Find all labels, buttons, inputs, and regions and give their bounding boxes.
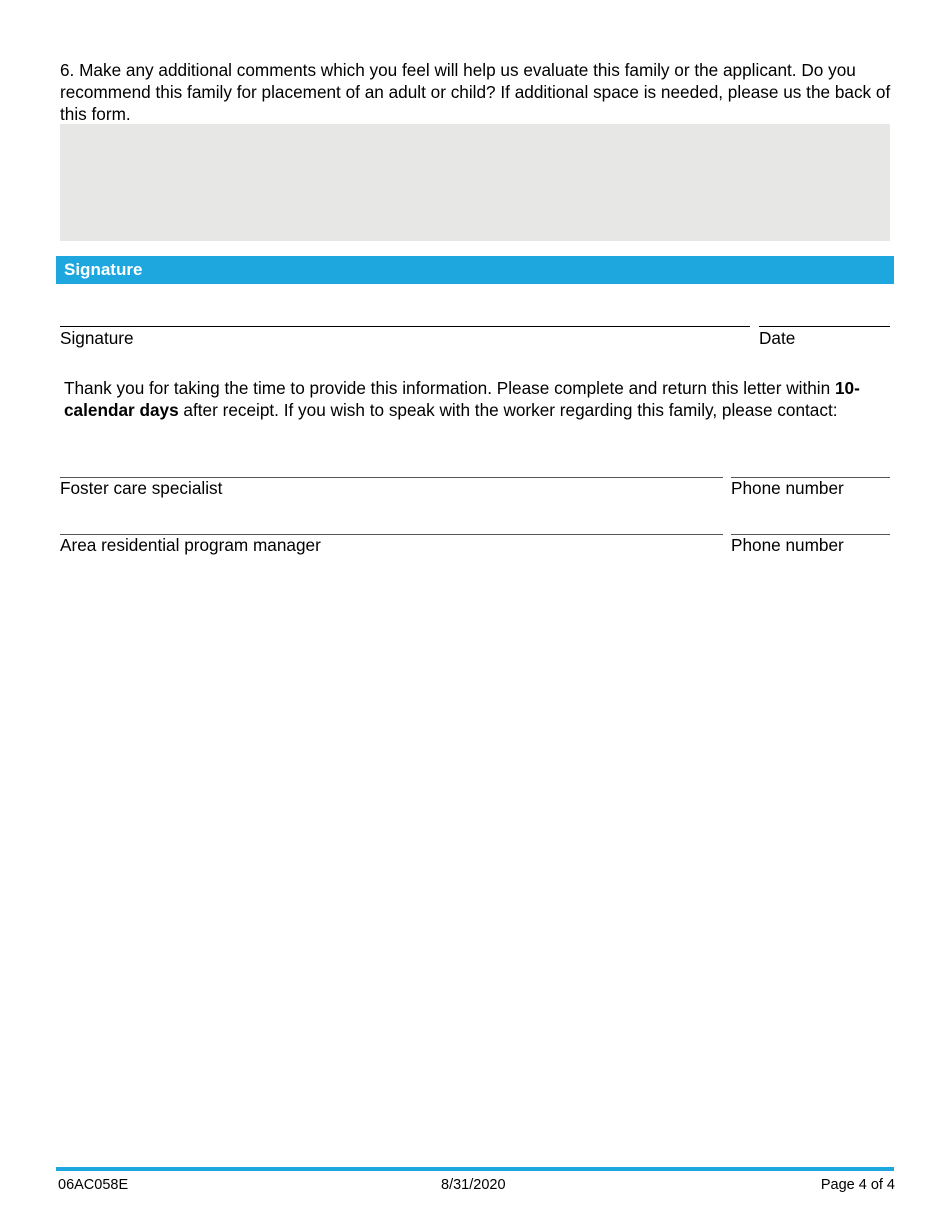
closing-text-2: after receipt. If you wish to speak with the worker regarding this family, please contact:: [178, 400, 838, 420]
form-id: 06AC058E: [58, 1177, 129, 1193]
deadline-emphasis: 10-calendar days: [64, 378, 860, 420]
specialist-label: Foster care specialist: [60, 478, 223, 498]
signature-line: [60, 326, 750, 327]
footer-divider: [56, 1167, 894, 1171]
signature-section-header: [56, 256, 894, 284]
section-title: Signature: [64, 260, 143, 279]
specialist-phone-label: Phone number: [731, 478, 844, 498]
signature-field[interactable]: [60, 305, 750, 327]
manager-phone-field[interactable]: [731, 513, 890, 535]
specialist-phone-field[interactable]: [731, 456, 890, 478]
additional-comments-field[interactable]: [60, 124, 890, 241]
manager-label: Area residential program manager: [60, 535, 321, 555]
date-field[interactable]: [759, 305, 890, 327]
date-line: [759, 326, 890, 327]
closing-paragraph: [64, 377, 894, 421]
revision-date: 8/31/2020: [441, 1177, 506, 1193]
manager-phone-label: Phone number: [731, 535, 844, 555]
page-number: Page 4 of 4: [820, 1177, 895, 1193]
signature-label: Signature: [60, 328, 134, 348]
closing-text-1: Thank you for taking the time to provide this information. Please complete and return this letter within: [64, 378, 835, 398]
date-label: Date: [759, 328, 796, 348]
specialist-field[interactable]: [60, 456, 723, 478]
question-6-text: 6. Make any additional comments which you feel will help us evaluate this family or the applicant. Do you recommend this family for placement of an adult or child? If additional space is needed, please us the back of this form.: [60, 60, 891, 124]
manager-field[interactable]: [60, 513, 723, 535]
